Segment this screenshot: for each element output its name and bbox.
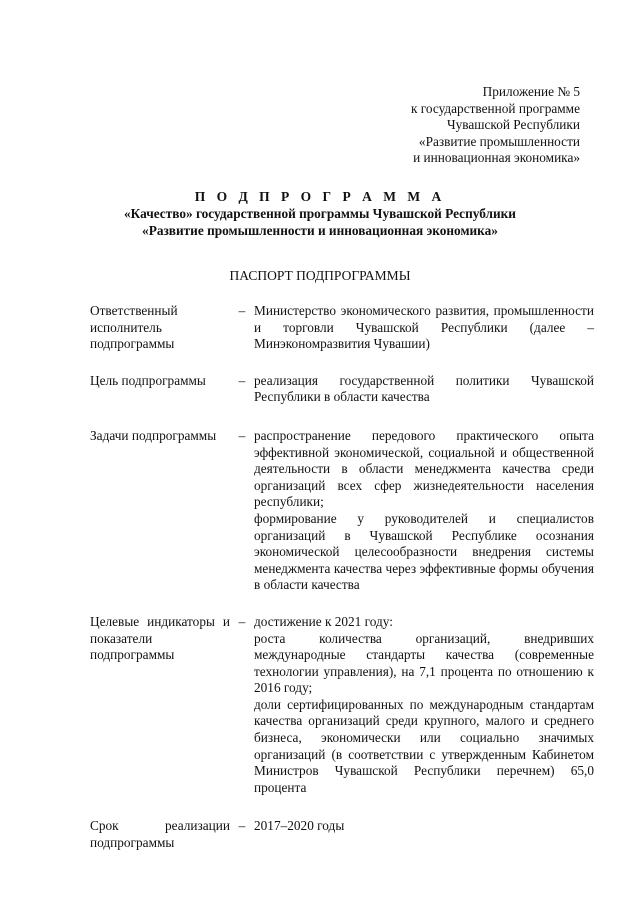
appendix-line: «Развитие промышленности [418,133,580,149]
passport-heading: ПАСПОРТ ПОДПРОГРАММЫ [229,268,411,283]
row-label: Цель подпрограммы [90,372,206,388]
row-value-paragraph: роста количества организаций, внедривших международные стандарты качества (современные технологии управления), на 7,1 процента по отношению к 2016 году; [254,630,594,696]
row-value-paragraph: доли сертифицированных по международным стандартам качества организаций среди крупного, малого и среднего бизнеса, экономически или социально значимых организаций (в соответствии с утвержденным Кабинетом Министров Чувашской Республики перечнем) 65,0 процента [254,696,594,795]
row-value-paragraph: формирование у руководителей и специалистов организаций в Чувашской Республике осознания экономической целесообразности внедрения системы менеджмента качества через эффективные формы обучения в области качества [254,510,594,593]
row-value-paragraph: распространение передового практического опыта эффективной экономической, социальной и общественной деятельности в области менеджмента качества среди организаций всех сфер жизнедеятельности населения республики; [254,427,594,510]
document-title: П О Д П Р О Г Р А М М А [194,189,446,204]
row-value [254,303,594,353]
row-dash: – [238,427,246,443]
passport-table [90,303,594,852]
passport-row-tasks [90,428,594,594]
row-value-paragraph: 2017–2020 годы [254,818,345,834]
passport-row-indicators [90,614,594,797]
row-label: Срок реализации подпрограммы [90,818,230,851]
passport-row-goal [90,373,594,406]
appendix-line: к государственной программе [410,100,580,116]
row-value [254,373,594,406]
appendix-note [350,84,580,167]
passport-row-responsible [90,303,594,353]
document-title-block [60,188,580,239]
row-dash: – [238,613,246,629]
row-value [254,428,594,594]
row-value-paragraph: достижение к 2021 году: [254,613,393,629]
appendix-line: Чувашской Республики [446,117,580,132]
row-label: Целевые индикаторы и показатели подпрограммы [90,613,230,663]
document-subtitle-line-2: «Развитие промышленности и инновационная экономика» [142,222,498,238]
document-subtitle-line-1: «Качество» государственной программы Чувашской Республики [124,206,516,221]
appendix-line: Приложение № 5 [482,84,580,99]
row-value [254,614,594,797]
row-label: Задачи подпрограммы [90,427,217,443]
passport-row-term [90,818,594,851]
appendix-line: и инновационная экономика» [413,150,580,165]
row-value [254,818,594,851]
row-dash: – [238,818,246,834]
row-dash: – [238,303,246,318]
row-label: Ответственный исполнитель подпрограммы [90,303,178,352]
row-dash: – [238,372,246,388]
row-value-paragraph: Министерство экономического развития, промышленности и торговли Чувашской Республики (далее – Минэкономразвития Чувашии) [254,303,594,352]
row-value-paragraph: реализация государственной политики Чувашской Республики в области качества [254,372,594,405]
